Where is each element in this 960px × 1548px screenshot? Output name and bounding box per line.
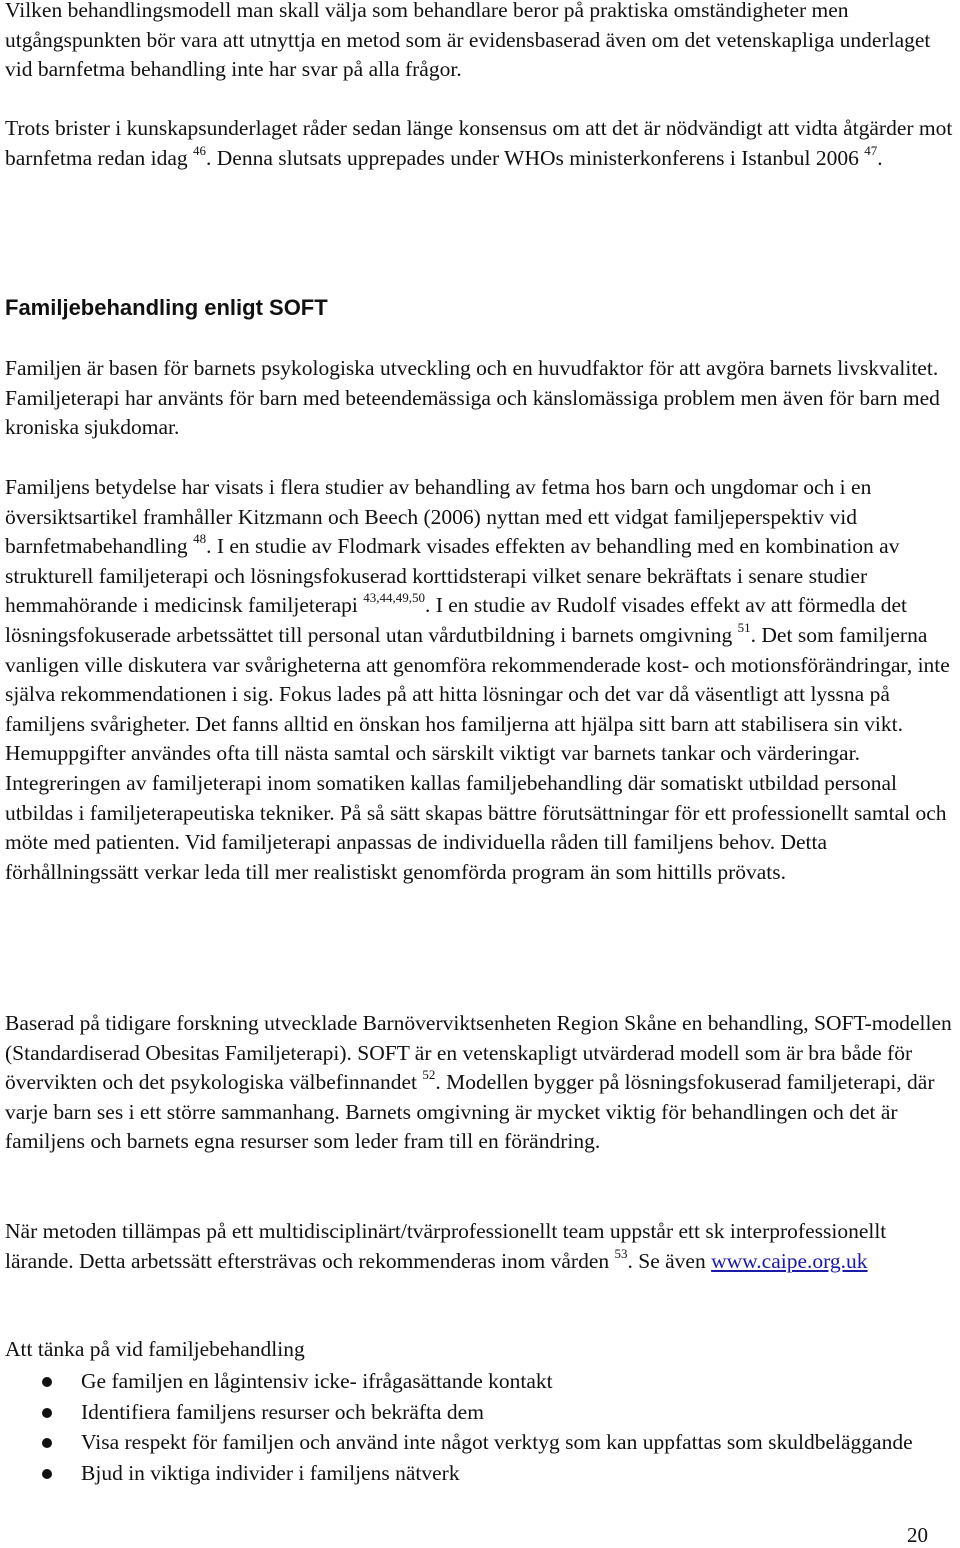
reference-51: 51 (737, 619, 751, 635)
list-item-text: Bjud in viktiga individer i familjens nätverk (81, 1460, 460, 1485)
list-item (5, 1367, 955, 1397)
reference-47: 47 (864, 142, 878, 158)
tips-list (5, 1367, 955, 1488)
reference-53: 53 (614, 1245, 628, 1261)
bullet-icon (42, 1377, 52, 1387)
caipe-link[interactable]: www.caipe.org.uk (711, 1248, 868, 1273)
reference-46: 46 (193, 142, 207, 158)
paragraph-family-studies-text-a: Familjens betydelse har visats i flera studier av behandling av fetma hos barn och ungdomar och i en översiktsartikel framhåller Kitzmann och Beech (2006) nyttan med ett vidgat familjeperspektiv vid barnfetmabehandling (5, 475, 872, 559)
list-item-text: Visa respekt för familjen och använd inte något verktyg som kan uppfattas som skuldbeläggande (81, 1430, 913, 1455)
paragraph-interprofessional-text-b: . Se även (627, 1248, 712, 1273)
list-item (5, 1428, 955, 1458)
paragraph-consensus (5, 114, 955, 173)
list-item (5, 1459, 955, 1489)
bullet-icon (42, 1469, 52, 1479)
paragraph-family-studies (5, 473, 960, 887)
reference-43-50: 43,44,49,50 (363, 590, 425, 606)
paragraph-consensus-text-a: Trots brister i kunskapsunderlaget råder sedan länge konsensus om att det är nödvändigt att vidta åtgärder mot barnfetma redan idag (5, 116, 953, 170)
list-item-text: Identifiera familjens resurser och bekräfta dem (81, 1399, 484, 1424)
reference-48: 48 (193, 531, 207, 547)
paragraph-family-basis: Familjen är basen för barnets psykologiska utveckling och en huvudfaktor för att avgöra barnets livskvalitet. Familjeterapi har använts för barn med beteendemässiga och känslomässiga problem men även för barn med kroniska sjukdomar. (5, 356, 940, 440)
paragraph-family-studies-text-b: . I en studie av Flodmark visades effekten av behandling med en kombination av strukturell familjeterapi och lösningsfokuserad korttidsterapi vilket senare bekräftats i senare studier hemmahörande i medicinsk familjeterapi (5, 534, 900, 618)
page-number: 20 (907, 1523, 928, 1547)
paragraph-soft-model (5, 1009, 955, 1157)
paragraph-consensus-text-c: . (877, 145, 883, 170)
list-item-text: Ge familjen en lågintensiv icke- ifrågasättande kontakt (81, 1369, 553, 1393)
list-item (5, 1398, 955, 1428)
paragraph-consensus-text-b: . Denna slutsats upprepades under WHOs ministerkonferens i Istanbul 2006 (206, 145, 865, 170)
paragraph-family-studies-text-d: . Det som familjerna vanligen ville diskutera var svårigheterna att genomföra rekommenderade kost- och motionsförändringar, inte själva rekommendationen i sig. Fokus lades på att hitta lösningar och det var då väsentligt att lyssna på familjens svårigheter. Det fanns alltid en önskan hos familjerna att hjälpa sitt barn att stabilisera sin vikt. Hemuppgifter användes ofta till nästa samtal och särskilt viktigt var barnets tankar och värderingar. Integreringen av familjeterapi inom somatiken kallas familjebehandling där somatiskt utbildad personal utbildas i familjeterapeutiska tekniker. På så sätt skapas bättre förutsättningar för ett professionellt samtal och möte med patienten. Vid familjeterapi anpassas de individuella råden till familjens behov. Detta förhållningssätt verkar leda till mer realistiskt genomförda program än som hittills prövats. (5, 622, 950, 884)
paragraph-interprofessional-text-a: När metoden tillämpas på ett multidisciplinärt/tvärprofessionellt team uppstår ett sk interprofessionellt lärande. Detta arbetssätt eftersträvas och rekommenderas inom vården (5, 1219, 887, 1273)
section-heading: Familjebehandling enligt SOFT (5, 295, 328, 320)
bullet-icon (42, 1438, 52, 1448)
paragraph-interprofessional (5, 1217, 960, 1276)
paragraph-soft-model-text-b: . Modellen bygger på lösningsfokuserad familjeterapi, där varje barn ses i ett större sammanhang. Barnets omgivning är mycket viktig för behandlingen och det är familjens och barnets egna resurser som leder fram till en förändring. (5, 1070, 935, 1154)
bullet-icon (42, 1408, 52, 1418)
paragraph-family-studies-text-c: . I en studie av Rudolf visades effekt av att förmedla det lösningsfokuserade arbetssättet till personal utan vårdutbildning i barnets omgivning (5, 593, 907, 647)
tips-heading: Att tänka på vid familjebehandling (5, 1337, 305, 1361)
paragraph-soft-model-text-a: Baserad på tidigare forskning utvecklade Barnöverviktsenheten Region Skåne en behandling, SOFT-modellen (Standardiserad Obesitas Familjeterapi). SOFT är en vetenskapligt utvärderad modell som är bra både för övervikten och det psykologiska välbefinnandet (5, 1011, 952, 1095)
paragraph-treatment-model: Vilken behandlingsmodell man skall välja som behandlare beror på praktiska omständigheter men utgångspunkten bör vara att utnyttja en metod som är evidensbaserad även om det vetenskapliga underlaget vid barnfetma behandling inte har svar på alla frågor. (5, 0, 931, 82)
reference-52: 52 (422, 1067, 436, 1083)
